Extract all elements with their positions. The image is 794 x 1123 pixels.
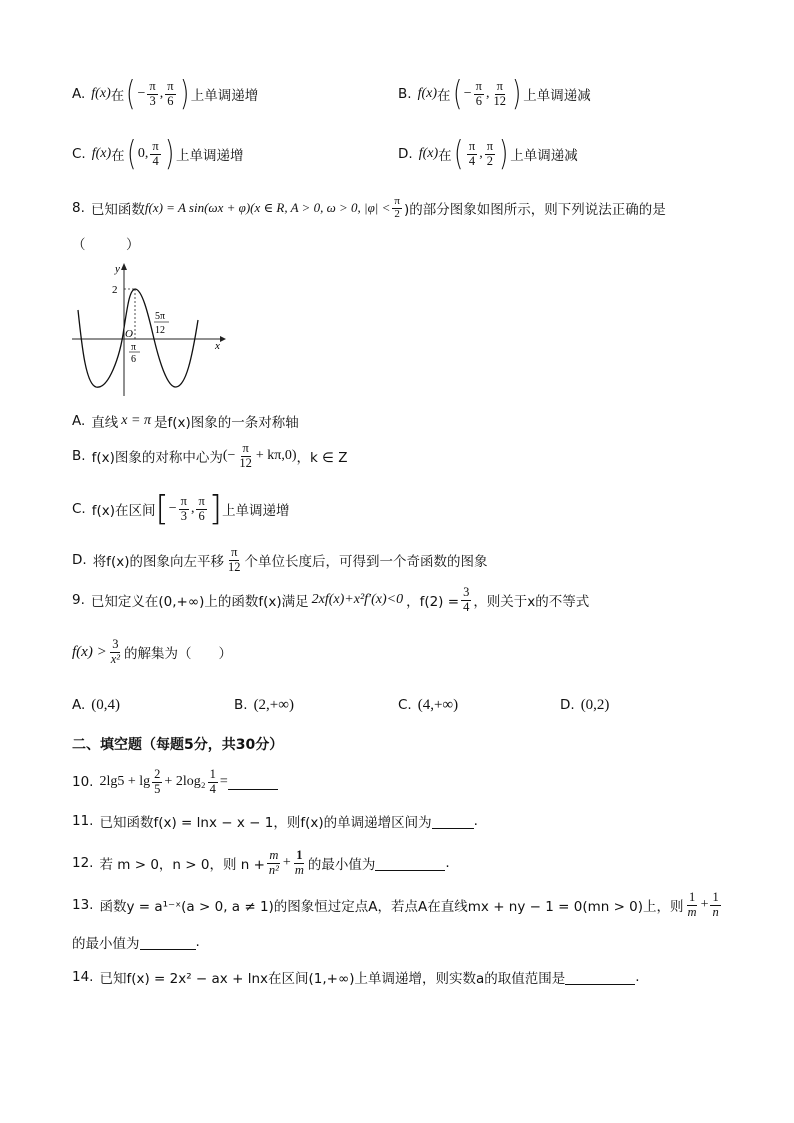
fraction <box>237 442 254 469</box>
option-label: A. <box>72 413 86 429</box>
numerator: π <box>180 494 187 509</box>
q7-option-d <box>398 136 578 172</box>
option-text: 上单调递增 <box>176 148 244 164</box>
stem-text: 已知函数f(x) = lnx − x − 1，则f(x)的单调递增区间为 <box>99 815 432 831</box>
numerator: m <box>269 848 279 863</box>
stem-text: 的最小值为 <box>307 857 376 873</box>
numerator: π <box>198 494 205 509</box>
numerator: π <box>496 79 503 94</box>
period: . <box>635 969 640 985</box>
option-text: 是f(x)图象的一条对称轴 <box>153 415 299 431</box>
answer-blank[interactable] <box>140 935 196 950</box>
denominator: m <box>687 904 697 919</box>
formula: f(x) > <box>72 643 107 660</box>
q8-option-d <box>72 542 487 578</box>
q8-option-c <box>72 490 290 528</box>
q13 <box>72 886 723 924</box>
option-label: A. <box>72 86 86 102</box>
answer-blank[interactable] <box>228 775 278 790</box>
option-label: C. <box>72 501 86 517</box>
numerator: π <box>468 139 476 154</box>
stem-text: 若 m > 0，n > 0，则 n + <box>99 857 265 873</box>
option-text: 个单位长度后，可得到一个奇函数的图象 <box>244 554 488 570</box>
stem-text: 的最小值为 <box>72 936 140 952</box>
denominator: 4 <box>152 153 159 168</box>
math-expression: 2lg5 + lg <box>99 774 151 789</box>
question-number: 14. <box>72 969 94 985</box>
function-name: f(x) <box>418 146 439 161</box>
left-paren: ( <box>453 134 463 174</box>
answer-paren: （ ） <box>72 237 140 253</box>
numerator: π <box>394 194 400 207</box>
formula: f(x) = A sin(ωx + φ)(x ∈ R, A > 0, ω > 0, |φ| < <box>144 200 391 215</box>
q7-option-b <box>398 76 591 112</box>
fraction <box>710 891 720 918</box>
option-value: (0,4) <box>91 696 121 713</box>
comma: , <box>190 501 195 516</box>
math-expression: x = π <box>121 413 151 428</box>
text: 在 <box>110 88 125 104</box>
sine-curve <box>78 289 198 387</box>
numerator: 1 <box>712 890 719 905</box>
zero: 0, <box>137 146 149 161</box>
numerator: π <box>231 545 238 560</box>
fraction <box>226 546 243 573</box>
option-label: D. <box>72 552 87 568</box>
fraction <box>208 768 218 795</box>
q11 <box>72 810 478 832</box>
option-text: 上单调递减 <box>523 88 591 104</box>
stem-text: 的解集为（ ） <box>123 646 232 662</box>
denominator: m <box>294 862 304 877</box>
option-value: (4,+∞) <box>417 696 459 713</box>
q14 <box>72 966 640 988</box>
x-axis-arrow <box>220 336 226 342</box>
denominator: 12 <box>493 93 506 108</box>
fraction <box>147 80 157 107</box>
function-name: f(x) <box>91 86 111 101</box>
denominator: n <box>712 904 719 919</box>
origin-label: O <box>125 328 133 340</box>
q9-option-c <box>398 694 458 716</box>
denominator: 6 <box>167 93 174 108</box>
q10 <box>72 764 278 800</box>
fraction <box>491 80 508 107</box>
option-label: C. <box>72 146 86 162</box>
fraction <box>686 891 699 918</box>
denominator: 4 <box>463 599 470 614</box>
minus: − <box>463 86 472 101</box>
answer-blank[interactable] <box>375 856 445 871</box>
option-text: 上单调递增 <box>190 88 259 104</box>
option-value: (2,+∞) <box>253 696 294 713</box>
stem-text: )的部分图象如图所示，则下列说法正确的是 <box>403 202 666 218</box>
numerator: π <box>242 441 249 456</box>
numerator: π <box>475 79 482 94</box>
answer-blank[interactable] <box>565 970 635 985</box>
option-label: B. <box>234 697 248 713</box>
q8-option-a <box>72 410 299 432</box>
comma: , <box>159 86 164 101</box>
q7-option-c <box>72 136 244 172</box>
option-text: f(x)在区间 <box>91 503 156 519</box>
q8-option-b <box>72 438 347 474</box>
tick-5pi-12-den: 12 <box>155 325 165 336</box>
numerator: π <box>149 79 156 94</box>
tick-5pi-12-num: 5π <box>155 311 166 322</box>
stem-text: 已知函数 <box>90 202 145 218</box>
fraction <box>392 196 402 220</box>
denominator: n² <box>268 862 279 877</box>
q8-answer-paren <box>72 233 140 253</box>
fraction <box>467 140 477 167</box>
denominator: 6 <box>475 93 482 108</box>
numerator: 3 <box>463 585 470 600</box>
question-number: 8. <box>72 200 85 216</box>
stem-text: ，f(2) = <box>406 594 460 610</box>
denominator: 12 <box>227 559 241 574</box>
formula: 2xf(x)+x²f′(x)<0 <box>311 592 404 607</box>
plus: + <box>700 897 709 912</box>
fraction <box>485 140 495 167</box>
denominator: 2 <box>486 153 493 168</box>
period: . <box>195 934 200 950</box>
option-text: ，k ∈ Z <box>296 450 348 466</box>
denominator: 3 <box>180 508 187 523</box>
tick-pi-6-num: π <box>131 342 137 353</box>
denominator: 4 <box>468 153 476 168</box>
period: . <box>473 813 478 829</box>
q9-stem <box>72 582 589 618</box>
right-bracket: ] <box>208 489 223 529</box>
fraction <box>179 495 189 522</box>
denominator: 12 <box>239 455 252 470</box>
question-number: 10. <box>72 774 94 790</box>
option-text: 将f(x)的图象向左平移 <box>92 554 224 570</box>
option-text: 直线 <box>91 415 119 431</box>
stem-text: ，则关于x的不等式 <box>473 594 590 610</box>
stem-text: 已知f(x) = 2x² − ax + lnx在区间(1,+∞)上单调递增，则实数a的取值范围是 <box>99 971 566 987</box>
denominator: 2 <box>394 207 400 220</box>
text: 在 <box>437 88 451 104</box>
q12 <box>72 844 450 882</box>
fraction <box>109 638 122 665</box>
denominator: 6 <box>198 508 205 523</box>
fraction <box>293 849 306 876</box>
stem-text: 已知定义在(0,+∞)上的函数f(x)满足 <box>90 594 309 610</box>
denominator: 5 <box>154 781 161 796</box>
left-paren: ( <box>126 74 136 114</box>
left-paren: ( <box>126 134 136 174</box>
numerator: π <box>167 79 174 94</box>
right-paren: ) <box>179 74 189 114</box>
section-title: 二、填空题（每题5分，共30分） <box>72 737 284 753</box>
comma: , <box>485 86 490 101</box>
q13-continued <box>72 931 200 953</box>
option-value: (0,2) <box>580 696 610 713</box>
numerator: 3 <box>112 637 119 652</box>
numerator: 1 <box>688 890 696 905</box>
period: . <box>445 855 450 871</box>
option-label: B. <box>72 448 86 464</box>
denominator: x² <box>110 651 120 666</box>
q9-option-a <box>72 694 120 716</box>
option-text: 上单调递减 <box>510 148 578 164</box>
option-text: f(x)图象的对称中心为 <box>91 450 223 466</box>
answer-blank[interactable] <box>432 814 474 829</box>
fraction <box>152 768 162 795</box>
text: 在 <box>111 148 125 164</box>
right-paren: ) <box>511 74 522 114</box>
function-name: f(x) <box>417 86 437 101</box>
minus: − <box>137 86 146 101</box>
math-expression: (− <box>222 448 236 463</box>
stem-text: 函数y = a¹⁻ˣ(a > 0, a ≠ 1)的图象恒过定点A，若点A在直线mx + ny − 1 = 0(mn > 0)上，则 <box>99 899 684 915</box>
q7-option-a <box>72 76 258 112</box>
option-label: D. <box>398 146 413 162</box>
q9-inequality <box>72 634 232 670</box>
q8-function-graph <box>68 258 228 398</box>
q8-stem <box>72 192 666 224</box>
question-number: 9. <box>72 592 85 608</box>
function-name: f(x) <box>91 146 112 161</box>
denominator: 3 <box>149 93 156 108</box>
question-number: 13. <box>72 897 94 913</box>
left-bracket: [ <box>155 489 169 529</box>
q9-option-b <box>234 694 294 716</box>
left-paren: ( <box>452 74 462 114</box>
right-paren: ) <box>499 134 509 174</box>
math-expression: + kπ,0) <box>255 448 297 463</box>
comma: , <box>479 146 483 161</box>
right-paren: ) <box>164 134 175 174</box>
section-2-heading <box>72 733 283 755</box>
tick-pi-6-den: 6 <box>131 354 136 365</box>
fraction <box>474 80 484 107</box>
fraction <box>461 586 471 613</box>
numerator: 1 <box>209 767 216 782</box>
denominator: 4 <box>209 781 216 796</box>
option-label: C. <box>398 697 412 713</box>
minus: − <box>168 501 177 516</box>
y-axis-arrow <box>121 263 127 270</box>
question-number: 11. <box>72 813 94 829</box>
option-text: 上单调递增 <box>222 503 290 519</box>
plus: + <box>282 855 291 870</box>
fraction <box>165 80 175 107</box>
q9-option-d <box>560 694 609 716</box>
fraction <box>196 495 206 522</box>
text: 在 <box>438 148 452 164</box>
numerator: π <box>152 139 159 154</box>
option-label: A. <box>72 697 86 713</box>
question-number: 12. <box>72 855 94 871</box>
x-axis-label: x <box>215 340 220 352</box>
option-label: D. <box>560 697 575 713</box>
equals: = <box>219 774 228 789</box>
option-label: B. <box>398 86 412 102</box>
y-axis-label: y <box>115 263 120 275</box>
numerator: π <box>486 139 494 154</box>
fraction <box>150 140 160 167</box>
math-expression: + 2log₂ <box>164 774 206 789</box>
fraction <box>267 849 281 876</box>
y-max-label: 2 <box>112 284 118 296</box>
numerator: 2 <box>154 767 161 782</box>
numerator: 1 <box>296 848 303 863</box>
